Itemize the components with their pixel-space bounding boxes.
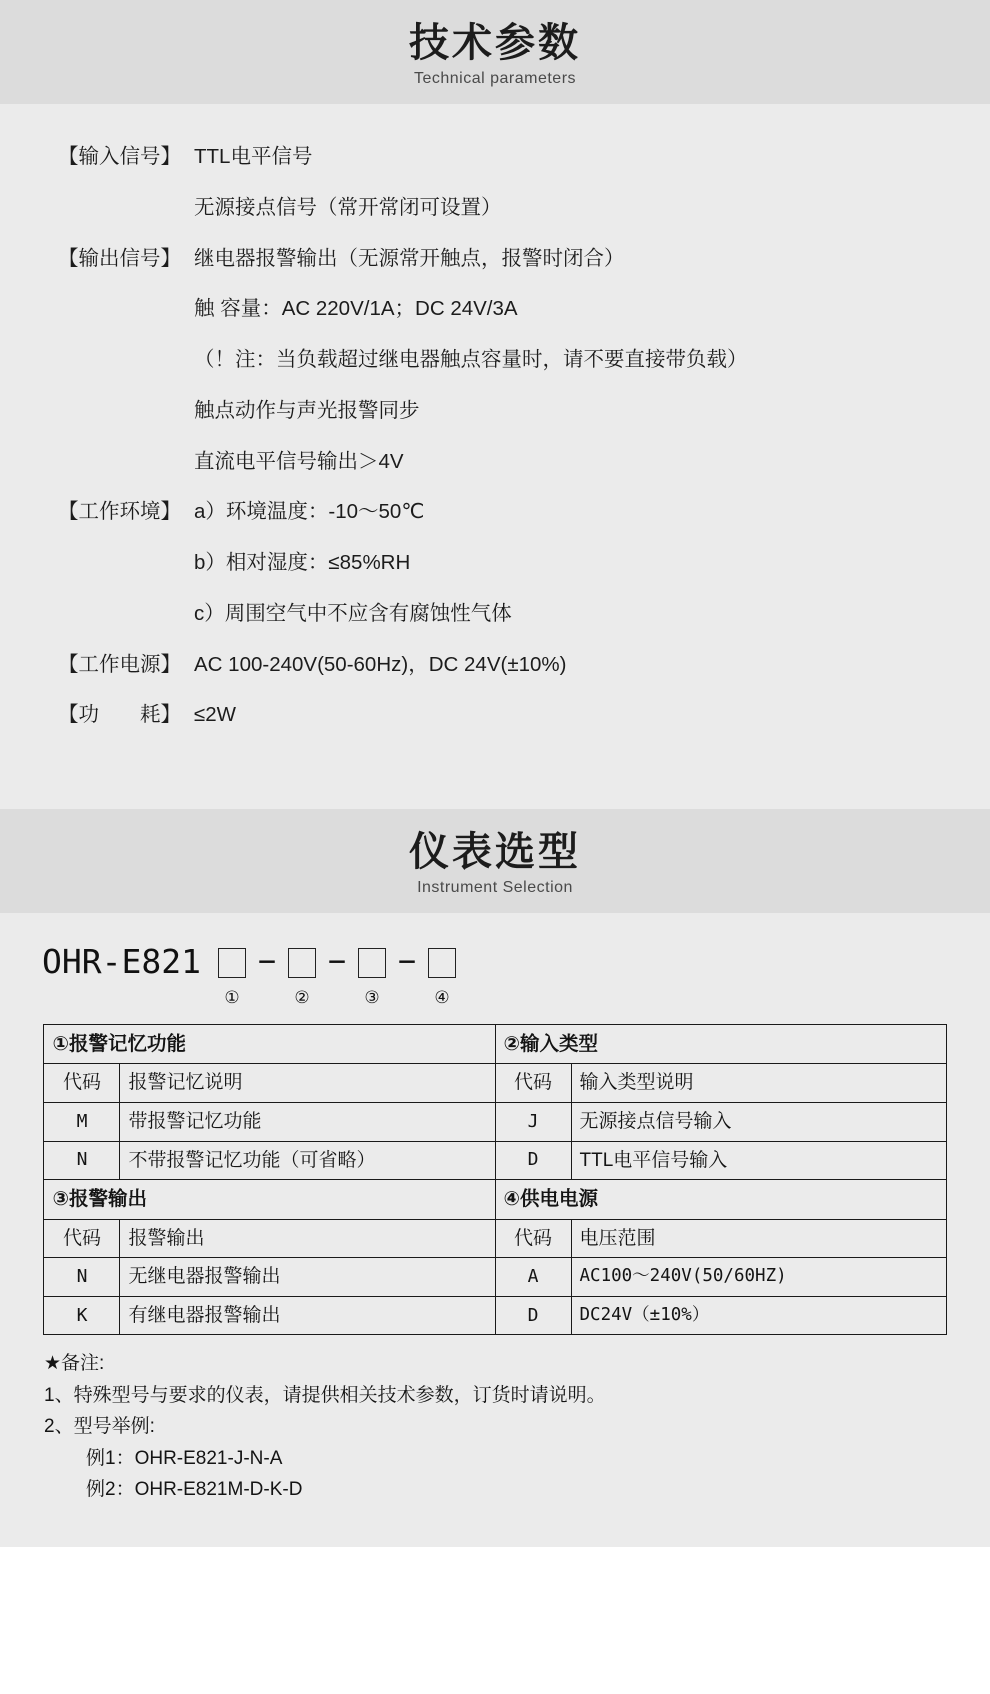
notes-example-2: 例2：OHR-E821M-D-K-D: [86, 1479, 303, 1501]
section-title-cn: 仪表选型: [409, 830, 581, 874]
technical-parameters-header: [0, 0, 990, 104]
table-row: [44, 1102, 946, 1141]
param-label: 【工作电源】: [58, 652, 181, 676]
model-slot-box: [428, 948, 456, 978]
param-value: a）环境温度：-10～50℃: [194, 500, 425, 524]
technical-parameters-body: [0, 104, 990, 809]
selection-notes: [44, 1349, 946, 1504]
param-sub-humidity: b）相对湿度：≤85%RH: [194, 551, 411, 574]
instrument-selection-header: [0, 809, 990, 913]
table-row: [44, 1025, 946, 1064]
col-header-voltage-range: 电压范围: [571, 1219, 946, 1258]
param-label: 【功 耗】: [58, 703, 181, 727]
cell-code: D: [495, 1141, 571, 1180]
param-sub-atmosphere: c）周围空气中不应含有腐蚀性气体: [194, 601, 512, 625]
model-slot-number: ③: [364, 988, 380, 1007]
col-header-code: 代码: [44, 1219, 120, 1258]
group-header-alarm-memory: ①报警记忆功能: [44, 1025, 495, 1064]
col-header-alarm-output-desc: 报警输出: [120, 1219, 495, 1258]
col-header-alarm-memory-desc: 报警记忆说明: [120, 1064, 495, 1103]
notes-title: ★备注:: [44, 1353, 105, 1375]
section-title-en: Technical parameters: [413, 70, 577, 87]
group-header-power-supply: ④供电电源: [495, 1180, 946, 1219]
table-row: [44, 1258, 946, 1297]
cell-code: N: [44, 1258, 120, 1297]
cell-code: A: [495, 1258, 571, 1297]
param-label: 【工作环境】: [58, 500, 181, 524]
param-row-input-signal: [0, 142, 990, 173]
group-header-alarm-output: ③报警输出: [44, 1180, 495, 1219]
param-row-output-signal: [0, 244, 990, 275]
table-row: [44, 1141, 946, 1180]
param-value: TTL电平信号: [194, 145, 313, 168]
param-sub-dc-level-output: 直流电平信号输出＞4V: [194, 449, 404, 473]
cell-desc: 不带报警记忆功能（可省略）: [120, 1141, 495, 1180]
param-value: AC 100-240V(50-60Hz)，DC 24V(±10%): [194, 652, 567, 676]
col-header-input-type-desc: 输入类型说明: [571, 1064, 946, 1103]
model-slot-group: [215, 939, 459, 1006]
model-slot-number: ①: [224, 988, 240, 1007]
model-slot-box: [218, 948, 246, 978]
model-separator: −: [327, 944, 346, 979]
model-separator: −: [397, 944, 416, 979]
cell-desc: TTL电平信号输入: [571, 1141, 946, 1180]
model-slot-1: [215, 939, 249, 1006]
model-slot-2: [285, 939, 319, 1006]
param-row-power-consumption: [0, 700, 990, 731]
instrument-selection-body: [0, 913, 990, 1547]
cell-code: D: [495, 1296, 571, 1335]
param-sub-load-warning: （！注：当负载超过继电器触点容量时，请不要直接带负载）: [194, 348, 748, 371]
cell-desc: 带报警记忆功能: [120, 1102, 495, 1141]
notes-line-2: 2、型号举例:: [44, 1416, 155, 1438]
param-label: 【输入信号】: [58, 145, 181, 168]
model-slot-4: [425, 939, 459, 1006]
notes-example-1: 例1：OHR-E821-J-N-A: [86, 1447, 283, 1469]
cell-code: J: [495, 1102, 571, 1141]
cell-code: N: [44, 1141, 120, 1180]
param-row-working-environment: [0, 497, 990, 528]
param-sub-contact-capacity: 触 容量：AC 220V/1A；DC 24V/3A: [194, 297, 518, 321]
section-title-cn: 技术参数: [409, 21, 581, 65]
model-slot-number: ②: [294, 988, 310, 1007]
cell-desc: DC24V（±10%）: [571, 1296, 946, 1335]
model-base-name: OHR-E821: [42, 942, 201, 981]
cell-code: M: [44, 1102, 120, 1141]
cell-desc: 无源接点信号输入: [571, 1102, 946, 1141]
notes-line-1: 1、特殊型号与要求的仪表，请提供相关技术参数，订货时请说明。: [44, 1384, 606, 1406]
model-separator: −: [257, 944, 276, 979]
model-slot-box: [288, 948, 316, 978]
param-row-power-supply: [0, 650, 990, 681]
model-slot-box: [358, 948, 386, 978]
section-title-en: Instrument Selection: [417, 879, 573, 896]
model-slot-3: [355, 939, 389, 1006]
table-row: [44, 1219, 946, 1258]
group-header-input-type: ②输入类型: [495, 1025, 946, 1064]
col-header-code: 代码: [44, 1064, 120, 1103]
cell-desc: 有继电器报警输出: [120, 1296, 495, 1335]
param-sub-input-signal-2: 无源接点信号（常开常闭可设置）: [194, 195, 502, 219]
cell-desc: 无继电器报警输出: [120, 1258, 495, 1297]
cell-code: K: [44, 1296, 120, 1335]
cell-desc: AC100～240V(50/60HZ): [571, 1258, 946, 1297]
param-value: ≤2W: [194, 703, 237, 727]
model-code-diagram: [0, 939, 990, 1006]
col-header-code: 代码: [495, 1064, 571, 1103]
table-row: [44, 1180, 946, 1219]
table-row: [44, 1296, 946, 1335]
param-sub-contact-sync: 触点动作与声光报警同步: [194, 398, 420, 422]
param-label: 【输出信号】: [58, 246, 181, 270]
param-value: 继电器报警输出（无源常开触点，报警时闭合）: [194, 246, 625, 270]
selection-table: [43, 1024, 946, 1335]
col-header-code: 代码: [495, 1219, 571, 1258]
table-row: [44, 1064, 946, 1103]
model-slot-number: ④: [434, 988, 450, 1007]
